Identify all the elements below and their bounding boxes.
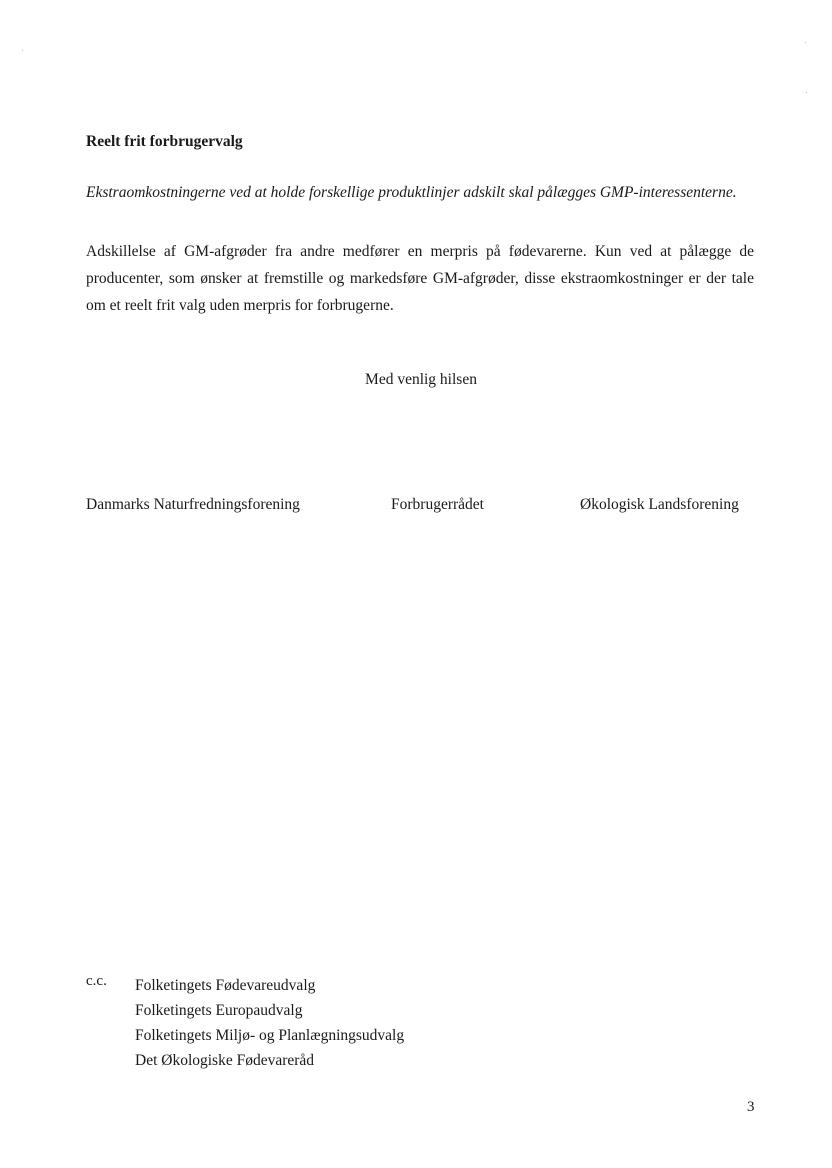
italic-statement: Ekstraomkostningerne ved at holde forskellige produktlinjer adskilt skal pålægges GMP-interessenterne. xyxy=(86,184,737,201)
cc-recipient: Folketingets Miljø- og Planlægningsudvalg xyxy=(135,1027,405,1044)
page-number: 3 xyxy=(747,1099,755,1115)
scan-speck xyxy=(806,92,807,93)
cc-recipient: Folketingets Europaudvalg xyxy=(135,1002,303,1019)
signatory-dn: Danmarks Naturfredningsforening xyxy=(86,496,300,513)
body-paragraph: Adskillelse af GM-afgrøder fra andre medfører en merpris på fødevarerne. Kun ved at pålægge de producenter, som ønsker at fremstille og markedsføre GM-afgrøder, disse ekstraomkostninger er der tale om et reelt frit valg uden merpris for forbrugerne. xyxy=(86,243,754,314)
cc-label: c.c. xyxy=(86,973,107,989)
signatory-forbrugerraadet: Forbrugerrådet xyxy=(391,496,484,513)
cc-recipient-list xyxy=(135,973,404,1073)
cc-recipient: Folketingets Fødevareudvalg xyxy=(135,977,316,994)
signatory-okologisk-landsforening: Økologisk Landsforening xyxy=(580,496,739,513)
section-heading: Reelt frit forbrugervalg xyxy=(86,133,243,150)
scan-speck xyxy=(805,42,806,43)
cc-recipient: Det Økologiske Fødevareråd xyxy=(135,1052,315,1069)
closing-salutation: Med venlig hilsen xyxy=(365,371,477,388)
scan-speck xyxy=(22,50,23,51)
